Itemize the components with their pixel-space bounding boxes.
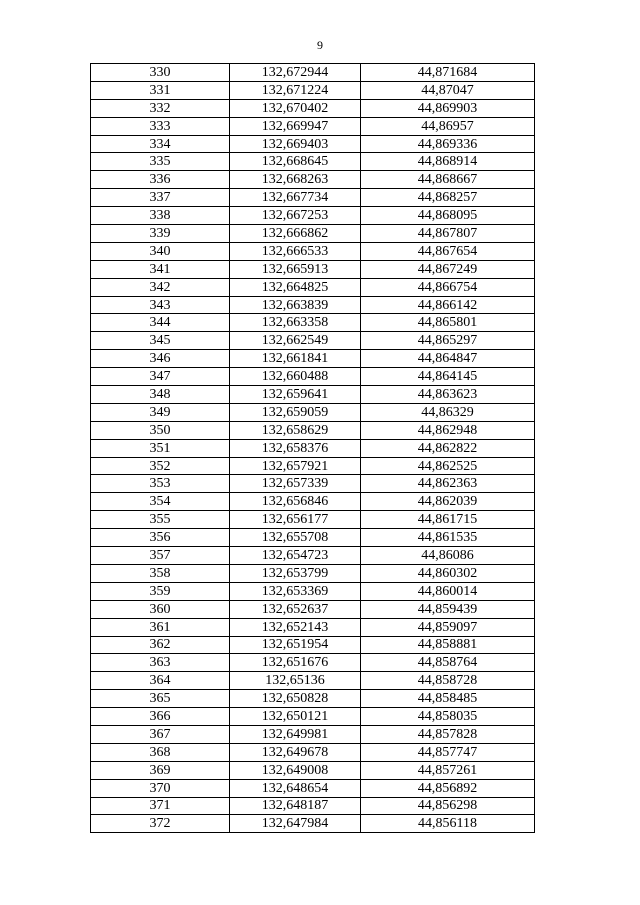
point-number-cell: 346	[91, 350, 230, 368]
table-row	[91, 600, 535, 618]
y-coordinate-cell: 44,868095	[361, 207, 535, 225]
table-row	[91, 171, 535, 189]
table-row	[91, 278, 535, 296]
x-coordinate-cell: 132,658376	[230, 439, 361, 457]
table-row	[91, 64, 535, 82]
y-coordinate-cell: 44,858035	[361, 708, 535, 726]
point-number-cell: 372	[91, 815, 230, 833]
point-number-cell: 355	[91, 511, 230, 529]
x-coordinate-cell: 132,670402	[230, 99, 361, 117]
y-coordinate-cell: 44,867249	[361, 260, 535, 278]
x-coordinate-cell: 132,659059	[230, 403, 361, 421]
point-number-cell: 360	[91, 600, 230, 618]
point-number-cell: 335	[91, 153, 230, 171]
point-number-cell: 347	[91, 368, 230, 386]
y-coordinate-cell: 44,856118	[361, 815, 535, 833]
point-number-cell: 352	[91, 457, 230, 475]
table-row	[91, 797, 535, 815]
table-row	[91, 761, 535, 779]
table-row	[91, 296, 535, 314]
y-coordinate-cell: 44,86086	[361, 547, 535, 565]
table-row	[91, 421, 535, 439]
y-coordinate-cell: 44,861535	[361, 529, 535, 547]
coordinates-table	[90, 63, 535, 833]
point-number-cell: 338	[91, 207, 230, 225]
x-coordinate-cell: 132,668263	[230, 171, 361, 189]
y-coordinate-cell: 44,868257	[361, 189, 535, 207]
point-number-cell: 331	[91, 81, 230, 99]
point-number-cell: 349	[91, 403, 230, 421]
table-row	[91, 117, 535, 135]
point-number-cell: 359	[91, 582, 230, 600]
y-coordinate-cell: 44,86329	[361, 403, 535, 421]
x-coordinate-cell: 132,666862	[230, 225, 361, 243]
x-coordinate-cell: 132,666533	[230, 242, 361, 260]
table-row	[91, 403, 535, 421]
y-coordinate-cell: 44,860014	[361, 582, 535, 600]
point-number-cell: 358	[91, 564, 230, 582]
table-row	[91, 779, 535, 797]
point-number-cell: 367	[91, 725, 230, 743]
table-row	[91, 225, 535, 243]
x-coordinate-cell: 132,659641	[230, 386, 361, 404]
table-row	[91, 582, 535, 600]
table-row	[91, 81, 535, 99]
x-coordinate-cell: 132,653369	[230, 582, 361, 600]
x-coordinate-cell: 132,648187	[230, 797, 361, 815]
point-number-cell: 341	[91, 260, 230, 278]
y-coordinate-cell: 44,871684	[361, 64, 535, 82]
table-row	[91, 636, 535, 654]
y-coordinate-cell: 44,862525	[361, 457, 535, 475]
table-row	[91, 511, 535, 529]
x-coordinate-cell: 132,654723	[230, 547, 361, 565]
point-number-cell: 348	[91, 386, 230, 404]
point-number-cell: 354	[91, 493, 230, 511]
point-number-cell: 344	[91, 314, 230, 332]
y-coordinate-cell: 44,869336	[361, 135, 535, 153]
point-number-cell: 370	[91, 779, 230, 797]
x-coordinate-cell: 132,650121	[230, 708, 361, 726]
x-coordinate-cell: 132,668645	[230, 153, 361, 171]
table-row	[91, 815, 535, 833]
x-coordinate-cell: 132,663358	[230, 314, 361, 332]
x-coordinate-cell: 132,651954	[230, 636, 361, 654]
y-coordinate-cell: 44,866142	[361, 296, 535, 314]
table-row	[91, 135, 535, 153]
x-coordinate-cell: 132,647984	[230, 815, 361, 833]
y-coordinate-cell: 44,862039	[361, 493, 535, 511]
y-coordinate-cell: 44,856298	[361, 797, 535, 815]
y-coordinate-cell: 44,867654	[361, 242, 535, 260]
x-coordinate-cell: 132,658629	[230, 421, 361, 439]
table-row	[91, 350, 535, 368]
y-coordinate-cell: 44,857747	[361, 743, 535, 761]
point-number-cell: 342	[91, 278, 230, 296]
table-row	[91, 708, 535, 726]
y-coordinate-cell: 44,857828	[361, 725, 535, 743]
y-coordinate-cell: 44,867807	[361, 225, 535, 243]
y-coordinate-cell: 44,859439	[361, 600, 535, 618]
table-row	[91, 207, 535, 225]
x-coordinate-cell: 132,657339	[230, 475, 361, 493]
x-coordinate-cell: 132,649678	[230, 743, 361, 761]
x-coordinate-cell: 132,648654	[230, 779, 361, 797]
x-coordinate-cell: 132,655708	[230, 529, 361, 547]
table-row	[91, 99, 535, 117]
point-number-cell: 350	[91, 421, 230, 439]
y-coordinate-cell: 44,858764	[361, 654, 535, 672]
x-coordinate-cell: 132,653799	[230, 564, 361, 582]
table-row	[91, 457, 535, 475]
table-row	[91, 153, 535, 171]
x-coordinate-cell: 132,65136	[230, 672, 361, 690]
point-number-cell: 336	[91, 171, 230, 189]
point-number-cell: 362	[91, 636, 230, 654]
x-coordinate-cell: 132,657921	[230, 457, 361, 475]
x-coordinate-cell: 132,667734	[230, 189, 361, 207]
point-number-cell: 339	[91, 225, 230, 243]
point-number-cell: 365	[91, 690, 230, 708]
y-coordinate-cell: 44,86957	[361, 117, 535, 135]
table-row	[91, 654, 535, 672]
point-number-cell: 366	[91, 708, 230, 726]
y-coordinate-cell: 44,856892	[361, 779, 535, 797]
y-coordinate-cell: 44,857261	[361, 761, 535, 779]
y-coordinate-cell: 44,859097	[361, 618, 535, 636]
x-coordinate-cell: 132,665913	[230, 260, 361, 278]
table-row	[91, 564, 535, 582]
x-coordinate-cell: 132,667253	[230, 207, 361, 225]
table-row	[91, 547, 535, 565]
y-coordinate-cell: 44,865297	[361, 332, 535, 350]
x-coordinate-cell: 132,660488	[230, 368, 361, 386]
y-coordinate-cell: 44,858485	[361, 690, 535, 708]
table-row	[91, 529, 535, 547]
point-number-cell: 353	[91, 475, 230, 493]
table-row	[91, 743, 535, 761]
table-row	[91, 439, 535, 457]
x-coordinate-cell: 132,662549	[230, 332, 361, 350]
x-coordinate-cell: 132,650828	[230, 690, 361, 708]
point-number-cell: 330	[91, 64, 230, 82]
point-number-cell: 368	[91, 743, 230, 761]
point-number-cell: 345	[91, 332, 230, 350]
y-coordinate-cell: 44,863623	[361, 386, 535, 404]
y-coordinate-cell: 44,866754	[361, 278, 535, 296]
y-coordinate-cell: 44,862948	[361, 421, 535, 439]
x-coordinate-cell: 132,649981	[230, 725, 361, 743]
table-row	[91, 242, 535, 260]
y-coordinate-cell: 44,864847	[361, 350, 535, 368]
table-row	[91, 493, 535, 511]
point-number-cell: 364	[91, 672, 230, 690]
coordinates-table-body	[91, 64, 535, 833]
table-row	[91, 690, 535, 708]
point-number-cell: 337	[91, 189, 230, 207]
x-coordinate-cell: 132,671224	[230, 81, 361, 99]
x-coordinate-cell: 132,652637	[230, 600, 361, 618]
point-number-cell: 361	[91, 618, 230, 636]
point-number-cell: 334	[91, 135, 230, 153]
x-coordinate-cell: 132,656177	[230, 511, 361, 529]
y-coordinate-cell: 44,861715	[361, 511, 535, 529]
x-coordinate-cell: 132,651676	[230, 654, 361, 672]
table-row	[91, 725, 535, 743]
x-coordinate-cell: 132,669947	[230, 117, 361, 135]
table-row	[91, 189, 535, 207]
x-coordinate-cell: 132,652143	[230, 618, 361, 636]
y-coordinate-cell: 44,868667	[361, 171, 535, 189]
table-row	[91, 618, 535, 636]
y-coordinate-cell: 44,860302	[361, 564, 535, 582]
y-coordinate-cell: 44,862822	[361, 439, 535, 457]
page-number: 9	[317, 38, 323, 52]
table-row	[91, 386, 535, 404]
table-row	[91, 314, 535, 332]
point-number-cell: 343	[91, 296, 230, 314]
x-coordinate-cell: 132,661841	[230, 350, 361, 368]
y-coordinate-cell: 44,862363	[361, 475, 535, 493]
y-coordinate-cell: 44,858881	[361, 636, 535, 654]
point-number-cell: 369	[91, 761, 230, 779]
x-coordinate-cell: 132,664825	[230, 278, 361, 296]
point-number-cell: 333	[91, 117, 230, 135]
table-row	[91, 368, 535, 386]
y-coordinate-cell: 44,864145	[361, 368, 535, 386]
y-coordinate-cell: 44,865801	[361, 314, 535, 332]
table-row	[91, 260, 535, 278]
x-coordinate-cell: 132,649008	[230, 761, 361, 779]
table-row	[91, 475, 535, 493]
table-row	[91, 672, 535, 690]
point-number-cell: 332	[91, 99, 230, 117]
point-number-cell: 363	[91, 654, 230, 672]
x-coordinate-cell: 132,669403	[230, 135, 361, 153]
x-coordinate-cell: 132,656846	[230, 493, 361, 511]
y-coordinate-cell: 44,858728	[361, 672, 535, 690]
point-number-cell: 356	[91, 529, 230, 547]
table-row	[91, 332, 535, 350]
y-coordinate-cell: 44,87047	[361, 81, 535, 99]
point-number-cell: 340	[91, 242, 230, 260]
x-coordinate-cell: 132,663839	[230, 296, 361, 314]
point-number-cell: 351	[91, 439, 230, 457]
point-number-cell: 371	[91, 797, 230, 815]
x-coordinate-cell: 132,672944	[230, 64, 361, 82]
y-coordinate-cell: 44,869903	[361, 99, 535, 117]
point-number-cell: 357	[91, 547, 230, 565]
y-coordinate-cell: 44,868914	[361, 153, 535, 171]
